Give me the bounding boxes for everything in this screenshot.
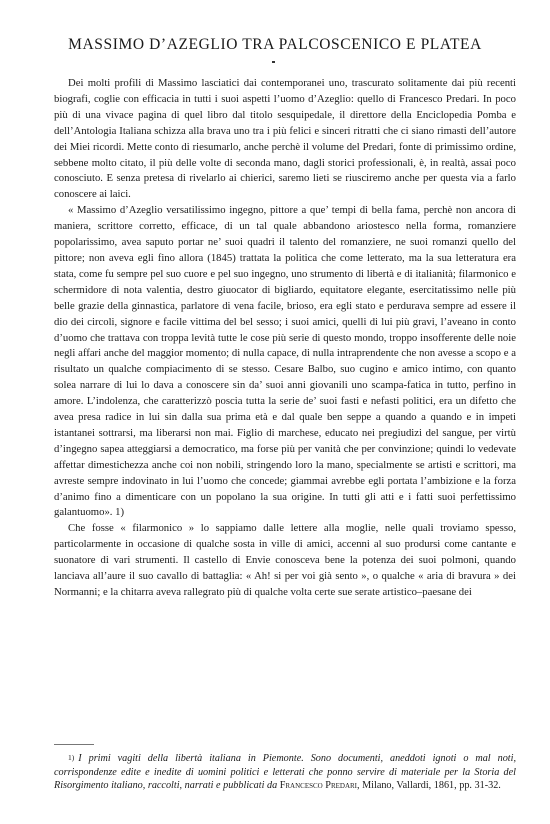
footnote-author: Francesco Predari bbox=[279, 780, 357, 792]
footnote-publication: , Milano, Vallardi, 1861, pp. 31-32. bbox=[357, 780, 501, 792]
footnote-separator bbox=[54, 744, 94, 745]
footnote-reference: 1) bbox=[115, 506, 125, 519]
paragraph-intro: Dei molti profili di Massimo lasciatici dai contemporanei uno, trascurato solitamente dai più recenti biografi, coglie con efficacia in tutti i suoi aspetti l’uomo d’Azeglio: quello di Francesco Predari. In poco più di una vivace pagina di quel libro dal titolo sesquipedale, il direttore della Enciclopedia Pomba e dell’Antologia Italiana schizza alla brava uno tra i più felici e sinceri ritratti che ci siano rimasti dell’autore dei Miei ricordi. Mette conto di riesumarlo, anche perchè il volume del Predari, fonte di primissimo ordine, sebbene molto citato, il più delle volte di seconda mano, dagli storici professionali, è, in realtà, assai poco conosciuto. E senza pretesa di rivelarlo ai chierici, saremo lieti se riusciremo anche per questa via a farlo conoscere ai laici. bbox=[54, 77, 516, 201]
quotation-text: « Massimo d’Azeglio versatilissimo ingegno, pittore a que’ tempi di bella fama, perchè non ancora di maniera, scrittore corretto, efficace, di un tal quale abbandono ariostesco nella forma, romanziere popolarissimo, avea saputo portar ne’ suoi quadri il talento del romanziere, ne suoi romanzi quello del pittore; non aveva egli fino allora (1845) trattata la politica che come letterato, ma la sua letteratura era stata, come fu sempre pel suo cuore e pel suo ingegno, uno strumento di libertà e di italianità; filarmonico e schermidore di nota valentia, destro giuocator di bigliardo, equitatore elegante, esercitatissimo nelle più belle grazie della ginnastica, parlatore di vena facile, brioso, era egli stato e perdurava sempre ad essere il dio dei circoli, signore e facile vittima del bel sesso; i suoi amici, quelli di lui più gravi, l’aveano in conto d’uomo che trattava con troppa levità tutte le cose più serie di questo mondo, troppo insofferente delle noie negli affari anche del maggior momento; di nulla capace, di nulla intraprendente che non avesse a scopo e a risultato un qualche compiacimento di se stesso. Cesare Balbo, suo cugino e amico intimo, con quanto solea narrare di lui lo dava a conoscere sin da’ suoi anni giovanili uno scampa-fatica in tutto, perfino in amore. L’indolenza, che caratterizzò poscia tutta la serie de’ suoi fasti e nefasti politici, era un difetto che avea presa radice in lui sin dalla sua prima età e dal quale ben seppe a quando a quando e in impeti istantanei sottrarsi, ma liberarsi non mai. Figlio di marchese, educato nei pregiudizi del sangue, per virtù d’ingegno sapea atteggiarsi a democratico, ma forse più per vanità che per convinzione; quindi lo vedevate affettar dimestichezza anche coi non nobili, stringendo loro la mano, specialmente se artisti e scrittori, ma avreste sempre indovinato in lui l’uomo che concede; giammai avrebbe egli portata l’ambizione e la forza d’animo fino a dimenticare con un popolano la sua origine. In tutti gli atti e i fatti suoi perfettissimo galantuomo». bbox=[54, 204, 516, 519]
paragraph-filarmonico: Che fosse « filarmonico » lo sappiamo dalle lettere alla moglie, nelle quali troviamo spesso, particolarmente in occasione di qualche sosta in ville di amici, accenni al suo prodursi come cantante e suonatore di vari strumenti. Il castello di Envie conosceva bene la potenza dei suoi polmoni, quando lanciava all’aure il suo cavallo di battaglia: « Ah! si per voi già sento », o qualche « aria di bravura » dei Normanni; e la chitarra aveva rallegrato più di qualche volta certe sue serate artistico–paesane dei bbox=[54, 522, 516, 598]
footnote-mark: 1) bbox=[68, 753, 75, 762]
paragraph-quotation bbox=[54, 203, 516, 521]
chapter-title: MASSIMO D’AZEGLIO TRA PALCOSCENICO E PLATEA bbox=[68, 36, 482, 53]
body-text bbox=[54, 76, 516, 601]
footnote bbox=[54, 752, 516, 793]
footnote-text: I primi vagiti della libertà italiana in Piemonte. Sono documenti, aneddoti ignoti o mal noti, corrispondenze edite e inedite di uomini politici e letterati che ponno servire di materiale per la Storia del Risorgimento italiano, raccolti, narrati e pubblicati da bbox=[54, 753, 516, 792]
title-ornament bbox=[272, 61, 275, 63]
